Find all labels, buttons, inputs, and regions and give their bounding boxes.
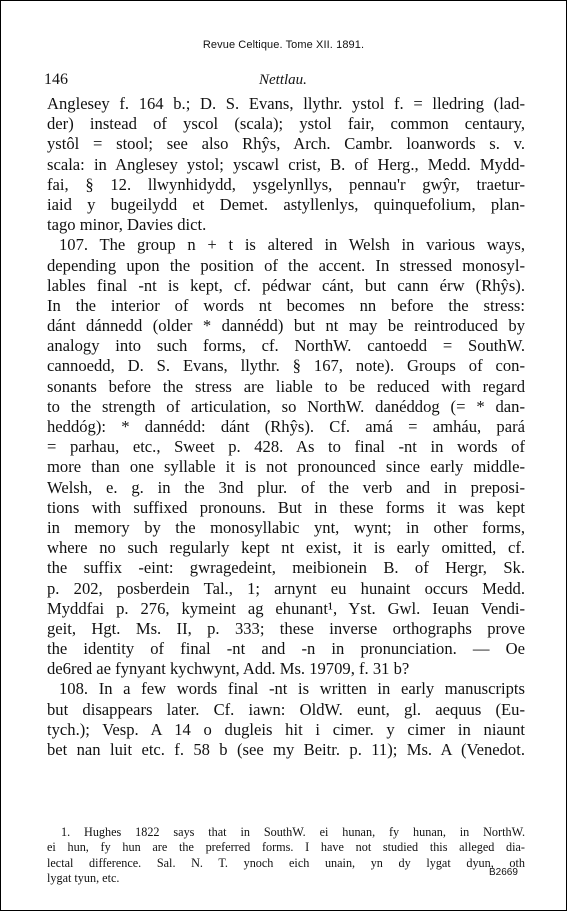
text-line: bet nan luit etc. f. 58 b (see my Beitr. p. 11); Ms. A (Venedot. xyxy=(47,740,525,759)
page-number: 146 xyxy=(44,71,68,88)
text-line: lables final -nt is kept, cf. pédwar cánt, but cann érw (Rhŷs). xyxy=(47,275,525,295)
text-line: depending upon the position of the accent. In stressed monosyl- xyxy=(47,255,525,275)
text-line: tych.); Vesp. A 14 o dugleis hit i cimer. y cimer in niaunt xyxy=(47,719,525,739)
text-line: tions with suffixed pronouns. But in these forms it was kept xyxy=(47,497,525,517)
footnote-line: 1. Hughes 1822 says that in SouthW. ei hunan, fy hunan, in NorthW. xyxy=(61,825,525,839)
body-text xyxy=(47,94,525,760)
text-line: heddóg): * dannédd: dánt (Rhŷs). Cf. amá = amháu, pará xyxy=(47,417,525,436)
running-head: Nettlau. xyxy=(259,72,307,88)
archive-code: B2669 xyxy=(489,867,518,878)
text-line: cannoedd, D. S. Evans, llythr. § 167, note). Groups of con- xyxy=(47,356,525,376)
text-line: p. 202, posberdein Tal., 1; arnynt eu hunaint occurs Medd. xyxy=(47,578,525,598)
text-line: where no such regularly kept nt exist, it is early omitted, cf. xyxy=(47,538,525,558)
text-line: but disappears later. Cf. iawn: OldW. eunt, gl. aequus (Eu- xyxy=(47,699,525,719)
text-line: dánt dánnedd (older * dannédd) but nt may be reintroduced by xyxy=(47,316,525,336)
text-line: Welsh, e. g. in the 3nd plur. of the verb and in preposi- xyxy=(47,477,525,497)
footnote-line: lectal difference. Sal. N. T. ynoch eich unain, yn dy lygat dyun, oth xyxy=(47,855,525,870)
text-line: ystôl = stool; see also Rhŷs, Arch. Cambr. loanwords s. v. xyxy=(47,134,525,154)
text-line: more than one syllable it is not pronounced since early middle- xyxy=(47,457,525,477)
text-line: fai, § 12. llwynhidydd, ysgelynllys, pennau'r gwŷr, traetur- xyxy=(47,174,525,194)
text-line: tago minor, Davies dict. xyxy=(47,215,207,235)
text-line: Myddfai p. 276, kymeint ag ehunant¹, Yst. Gwl. Ieuan Vendi- xyxy=(47,598,525,618)
text-line: analogy into such forms, cf. NorthW. cantoedd = SouthW. xyxy=(47,336,525,356)
paragraph-107-start: 107. The group n + t is altered in Welsh in various ways, xyxy=(59,235,525,255)
footnote xyxy=(47,825,525,887)
journal-title: Revue Celtique. Tome XII. 1891. xyxy=(202,39,365,51)
text-line: In the interior of words nt becomes nn before the stress: xyxy=(47,295,525,315)
text-line: to the strength of articulation, so NorthW. danéddog (= * dan- xyxy=(47,396,525,416)
text-line: sonants before the stress are liable to be reduced with regard xyxy=(47,376,525,396)
text-line: geit, Hgt. Ms. II, p. 333; these inverse orthographs prove xyxy=(47,618,525,638)
text-line: Anglesey f. 164 b.; D. S. Evans, llythr. ystol f. = lledring (lad- xyxy=(47,94,525,113)
text-line: the identity of final -nt and -n in pronunciation. — Oe xyxy=(47,639,525,659)
paragraph-108-start: 108. In a few words final -nt is written in early manuscripts xyxy=(59,679,525,699)
text-line: scala: in Anglesey ystol; yscawl crist, B. of Herg., Medd. Mydd- xyxy=(47,154,525,174)
text-line: iaid y bugeilydd et Demet. astyllenlys, quinquefolium, plan- xyxy=(47,194,525,214)
text-line: in memory by the monosyllabic ynt, wynt; in other forms, xyxy=(47,517,525,537)
footnote-line: ei hun, fy hun are the preferred forms. I have not studied this alleged dia- xyxy=(47,840,525,855)
text-line: the suffix -eint: gwragedeint, meibionein B. of Hergr, Sk. xyxy=(47,558,525,578)
text-line: = parhau, etc., Sweet p. 428. As to final -nt in words of xyxy=(47,437,525,457)
footnote-line: lygat tyun, etc. xyxy=(47,871,120,886)
text-line: der) instead of yscol (scala); ystol fair, common centaury, xyxy=(47,114,525,134)
text-line: de6red ae fynyant kychwynt, Add. Ms. 19709, f. 31 b? xyxy=(47,659,410,679)
